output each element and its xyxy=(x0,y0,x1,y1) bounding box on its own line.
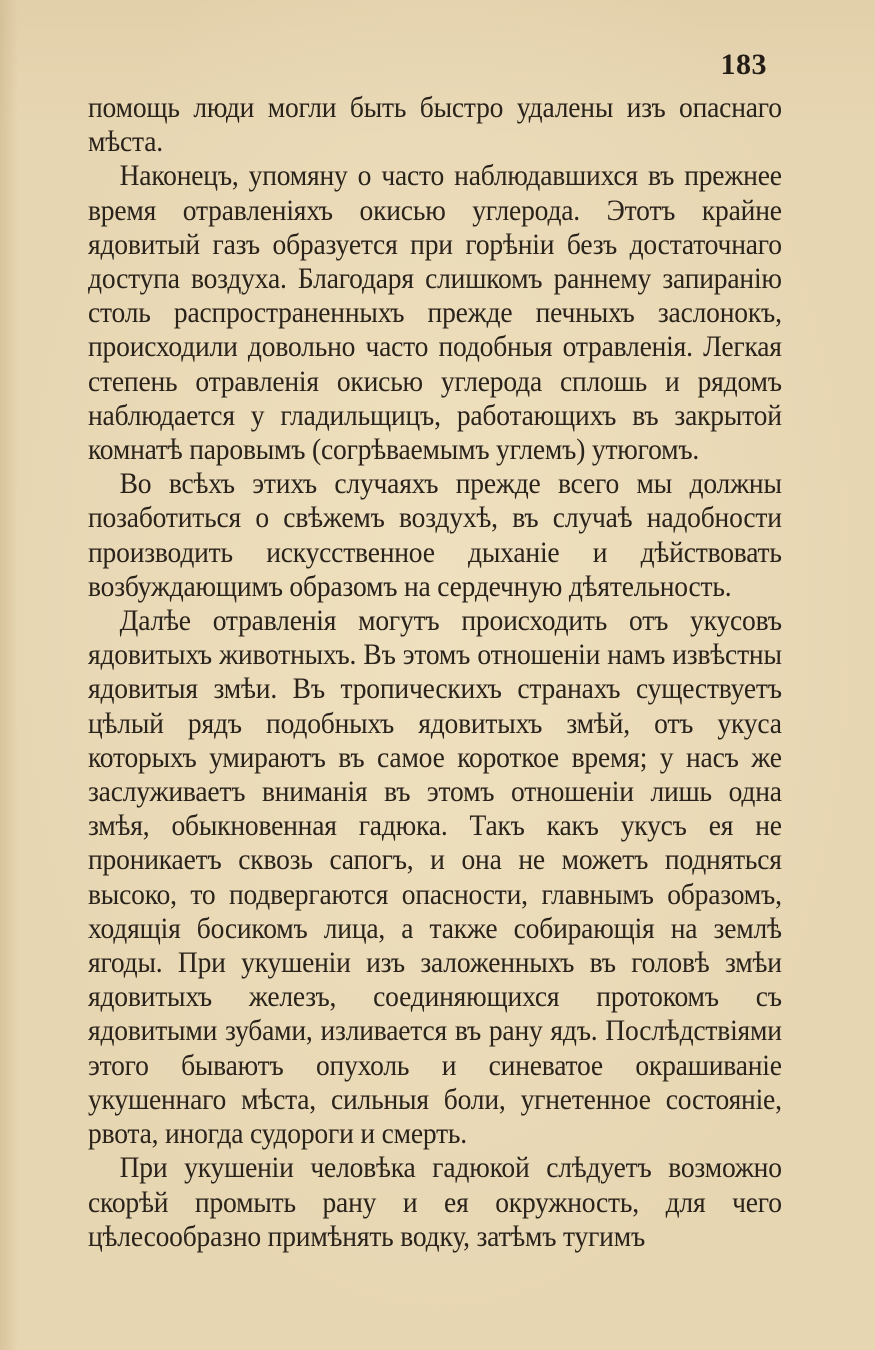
paragraph-carbon-monoxide: Наконецъ, упомяну о часто наблюдавшихся въ прежнее время отравленіяхъ окисью углерода. Этотъ крайне ядовитый газъ образуется при горѣніи безъ достаточнаго доступа воздуха. Благодаря слишкомъ раннему запиранію столь распространенныхъ прежде печныхъ заслонокъ, происходили довольно часто подобныя отравленія. Легкая степень отравленія окисью углерода сплошь и рядомъ наблюдается у гладильщицъ, работающихъ въ закрытой комнатѣ паровымъ (согрѣваемымъ углемъ) утюгомъ. xyxy=(88,160,782,467)
paragraph-venomous-animals: Далѣе отравленія могутъ происходить отъ укусовъ ядовитыхъ животныхъ. Въ этомъ отношеніи намъ извѣстны ядовитыя змѣи. Въ тропическихъ странахъ существуетъ цѣлый рядъ подобныхъ ядовитыхъ змѣй, отъ укуса которыхъ умираютъ въ самое короткое время; у насъ же заслуживаетъ вниманія въ этомъ отношеніи лишь одна змѣя, обыкновенная гадюка. Такъ какъ укусъ ея не проникаетъ сквозь сапогъ, и она не можетъ подняться высоко, то подвергаются опасности, главнымъ образомъ, ходящія босикомъ лица, а также собирающія на землѣ ягоды. При укушеніи изъ заложенныхъ въ головѣ змѣи ядовитыхъ железъ, соединяющихся протокомъ съ ядовитыми зубами, изливается въ рану ядъ. Послѣдствіями этого бываютъ опухоль и синеватое окрашиваніе укушеннаго мѣста, сильныя боли, угнетенное состояніе, рвота, иногда судороги и смерть. xyxy=(88,605,782,1151)
body-text xyxy=(88,91,782,1254)
paragraph-continuation: помощь люди могли быть быстро удалены изъ опаснаго мѣста. xyxy=(88,92,782,159)
paragraph-first-aid: Во всѣхъ этихъ случаяхъ прежде всего мы должны позаботиться о свѣжемъ воздухѣ, въ случаѣ надобности производить искусственное дыханіе и дѣйствовать возбуждающимъ образомъ на сердечную дѣятельность. xyxy=(88,468,782,603)
paragraph-viper-bite-treatment: При укушеніи человѣка гадюкой слѣдуетъ возможно скорѣй промыть рану и ея окружность, для чего цѣлесообразно примѣнять водку, затѣмъ тугимъ xyxy=(88,1152,782,1253)
page-number: 183 xyxy=(720,48,767,81)
